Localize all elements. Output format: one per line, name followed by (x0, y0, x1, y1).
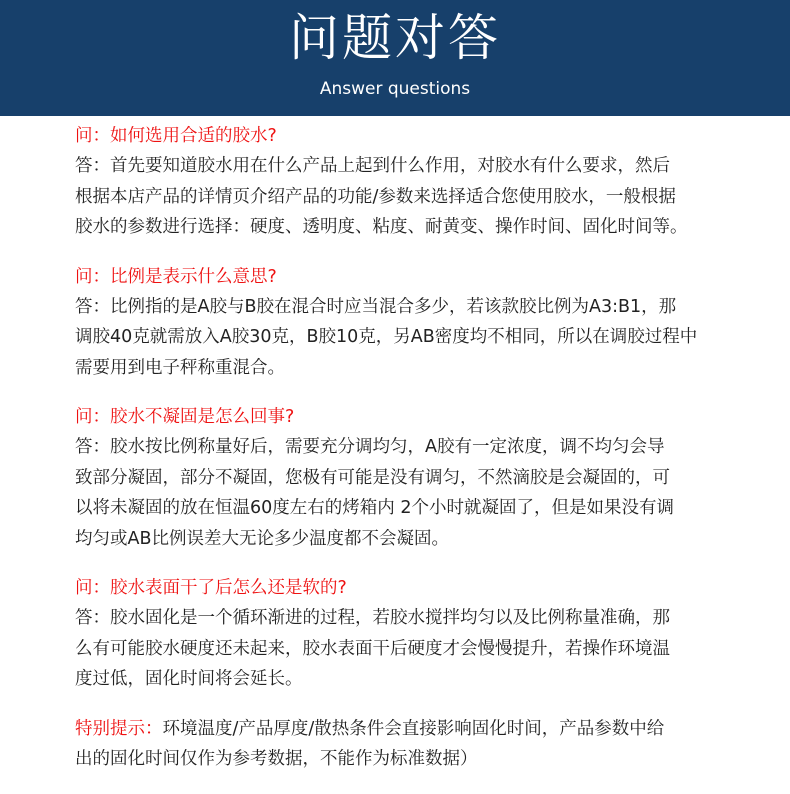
answer-line: 答：首先要知道胶水用在什么产品上起到什么作用，对胶水有什么要求，然后 (75, 156, 670, 176)
special-tip (75, 714, 775, 775)
header-banner (0, 0, 790, 116)
qa-item (75, 121, 775, 243)
qa-item (75, 402, 775, 554)
answer-line: 么有可能胶水硬度还未起来，胶水表面干后硬度才会慢慢提升，若操作环境温 (75, 638, 670, 659)
answer-line: 答：胶水按比例称量好后，需要充分调均匀，A胶有一定浓度，调不均匀会导 (75, 437, 665, 457)
qa-item (75, 573, 775, 695)
answer-line: 致部分凝固，部分不凝固，您极有可能是没有调匀，不然滴胶是会凝固的，可 (75, 467, 670, 488)
answer-line: 调胶40克就需放入A胶30克，B胶10克，另AB密度均不相同，所以在调胶过程中 (75, 327, 698, 347)
page-title: 问题对答 (289, 9, 501, 67)
answer-line: 根据本店产品的详情页介绍产品的功能/参数来选择适合您使用胶水，一般根据 (75, 186, 676, 207)
answer-line: 需要用到电子秤称重混合。 (75, 357, 285, 378)
answer-line: 答：胶水固化是一个循环渐进的过程，若胶水搅拌均匀以及比例称量准确，那 (75, 608, 670, 628)
answer-line: 均匀或AB比例误差大无论多少温度都不会凝固。 (75, 528, 449, 549)
question: 问：比例是表示什么意思? (75, 266, 277, 287)
question: 问：如何选用合适的胶水? (75, 126, 277, 146)
question: 问：胶水不凝固是怎么回事? (75, 407, 295, 427)
qa-list (75, 121, 775, 794)
tip-text: 环境温度/产品厚度/散热条件会直接影响固化时间，产品参数中给 (162, 718, 665, 739)
answer-line: 以将未凝固的放在恒温60度左右的烤箱内 2个小时就凝固了，但是如果没有调 (75, 498, 674, 518)
answer-line: 答：比例指的是A胶与B胶在混合时应当混合多少，若该款胶比例为A3:B1，那 (75, 296, 677, 317)
answer-line: 胶水的参数进行选择：硬度、透明度、粘度、耐黄变、操作时间、固化时间等。 (75, 217, 688, 237)
question: 问：胶水表面干了后怎么还是软的? (75, 578, 347, 598)
qa-item (75, 262, 775, 384)
answer-line: 度过低，固化时间将会延长。 (75, 669, 303, 689)
tip-label: 特别提示： (75, 718, 163, 739)
page-subtitle: Answer questions (319, 79, 471, 99)
tip-text: 出的固化时间仅作为参考数据，不能作为标准数据） (75, 749, 478, 769)
